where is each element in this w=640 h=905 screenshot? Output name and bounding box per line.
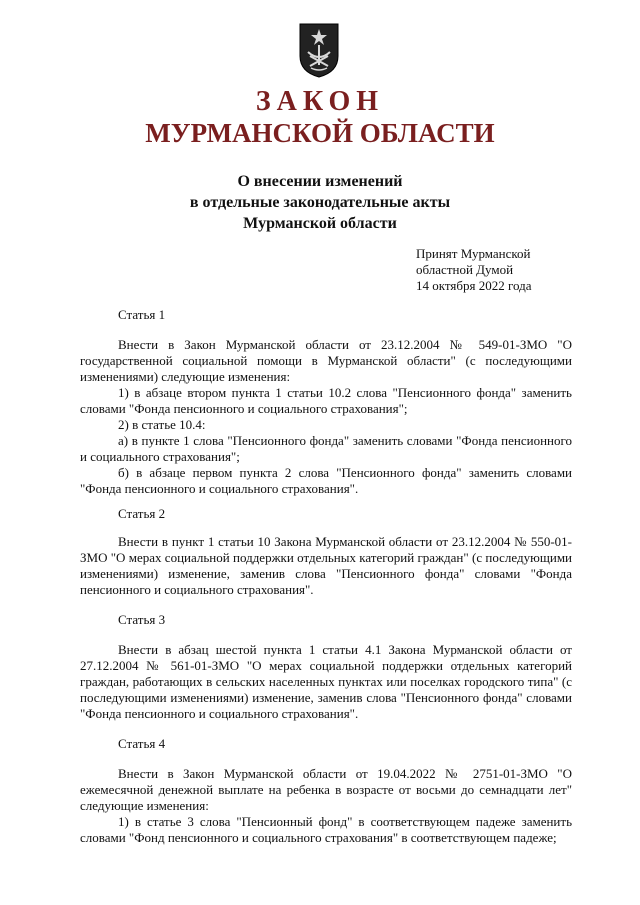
paragraph: а) в пункте 1 слова "Пенсионного фонда" заменить словами "Фонда пенсионного и социального страхования"; (80, 433, 572, 464)
paragraph: б) в абзаце первом пункта 2 слова "Пенсионного фонда" заменить словами "Фонда пенсионного и социального страхования". (80, 465, 572, 496)
article-1-title: Статья 1 (118, 307, 166, 322)
adoption-note (416, 246, 532, 294)
article-4-title: Статья 4 (118, 736, 166, 751)
article-3-title: Статья 3 (118, 612, 166, 627)
paragraph: 1) в статье 3 слова "Пенсионный фонд" в соответствующем падеже заменить словами "Фонд пенсионного и социального страхования" в соответствующем падеже; (80, 814, 572, 845)
paragraph: Внести в пункт 1 статьи 10 Закона Мурманской области от 23.12.2004 № 550-01-ЗМО "О мерах социальной поддержки отдельных категорий граждан" (с последующими изменениями) изменение, заменив слова "Пенсионного фонда" словами "Фонда пенсионного и социального страхования". (80, 534, 572, 597)
subtitle-line: О внесении изменений (237, 173, 403, 190)
murmansk-region-coat-of-arms-icon (298, 22, 340, 78)
article-4-body (80, 766, 572, 846)
paragraph: 1) в абзаце втором пункта 1 статьи 10.2 слова "Пенсионного фонда" заменить словами "Фонда пенсионного и социального страхования"; (80, 385, 572, 416)
law-subtitle (0, 171, 640, 234)
article-1-body (80, 337, 572, 497)
subtitle-line: Мурманской области (243, 215, 397, 232)
adoption-line: Принят Мурманской (416, 246, 531, 261)
paragraph: Внести в Закон Мурманской области от 19.04.2022 № 2751-01-ЗМО "О ежемесячной денежной выплате на ребенка в возрасте от восьми до семнадцати лет" следующие изменения: (80, 766, 572, 813)
article-2-title: Статья 2 (118, 506, 166, 521)
paragraph: Внести в Закон Мурманской области от 23.12.2004 № 549-01-ЗМО "О государственной социальной помощи в Мурманской области" (с последующими изменениями) следующие изменения: (80, 337, 572, 384)
adoption-line: областной Думой (416, 262, 514, 277)
article-3-body (80, 642, 572, 722)
paragraph: 2) в статье 10.4: (118, 417, 206, 432)
subtitle-line: в отдельные законодательные акты (189, 194, 451, 211)
adoption-line: 14 октября 2022 года (416, 278, 532, 293)
law-title: ЗАКОН (255, 86, 385, 117)
article-2-body (80, 534, 572, 598)
paragraph: Внести в абзац шестой пункта 1 статьи 4.1 Закона Мурманской области от 27.12.2004 № 561-01-ЗМО "О мерах социальной поддержки отдельных категорий граждан, работающих в сельских населенных пунктах или поселках городского типа" (с последующими изменениями) изменение, заменив слова "Пенсионного фонда" словами "Фонда пенсионного и социального страхования". (80, 642, 572, 721)
law-region-title: МУРМАНСКОЙ ОБЛАСТИ (145, 118, 495, 148)
